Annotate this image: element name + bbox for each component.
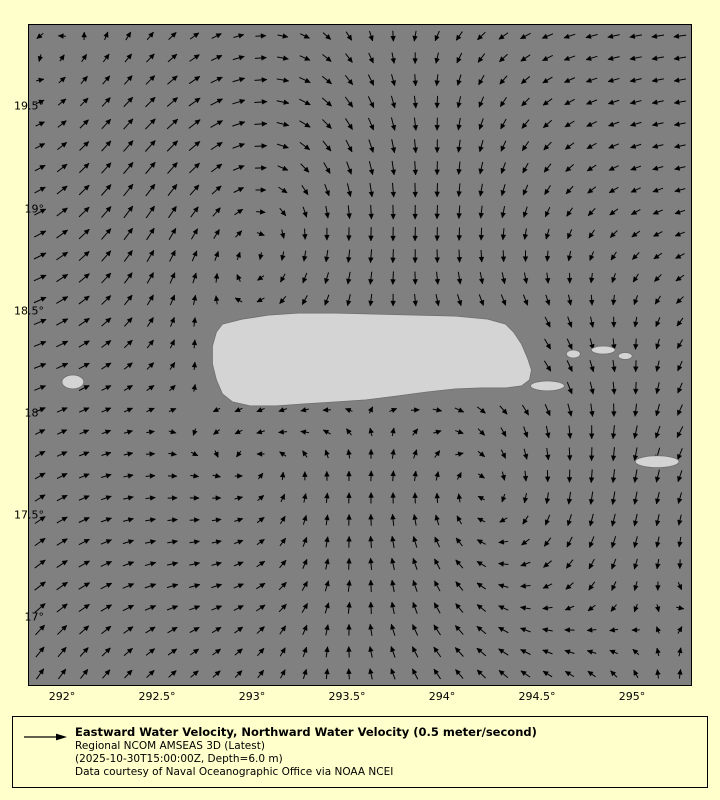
st-john-island [618,353,632,360]
legend-box [12,716,708,788]
legend-time-depth-line: (2025-10-30T15:00:00Z, Depth=6.0 m) [75,753,283,765]
x-tick-294-5: 294.5° [518,690,556,703]
culebra-island [566,350,580,358]
reference-vector-arrow-icon [23,731,67,743]
y-tick-18: 18° [24,406,44,420]
x-tick-293-5: 293.5° [328,690,366,703]
land-mask-layer [29,25,691,685]
legend-credit-line: Data courtesy of Naval Oceanographic Office via NOAA NCEI [75,766,394,778]
x-tick-293: 293° [238,690,266,703]
x-tick-292-5: 292.5° [138,690,176,703]
legend-text-block [75,725,701,779]
st-croix-island [635,456,679,468]
x-tick-295: 295° [618,690,646,703]
legend-model-line: Regional NCOM AMSEAS 3D (Latest) [75,740,265,752]
legend-title: Eastward Water Velocity, Northward Water Velocity (0.5 meter/second) [75,725,537,739]
y-tick-18-5: 18.5° [14,304,44,318]
x-tick-292: 292° [48,690,76,703]
velocity-map-plot[interactable] [28,24,692,686]
st-thomas-island [591,346,615,354]
puerto-rico-island [212,313,531,406]
y-tick-19-5: 19.5° [14,99,44,113]
vieques-island [530,381,564,391]
y-tick-17: 17° [24,610,44,624]
y-tick-17-5: 17.5° [14,508,44,522]
mona-island [62,375,84,389]
x-tick-294: 294° [428,690,456,703]
y-tick-19: 19° [24,202,44,216]
